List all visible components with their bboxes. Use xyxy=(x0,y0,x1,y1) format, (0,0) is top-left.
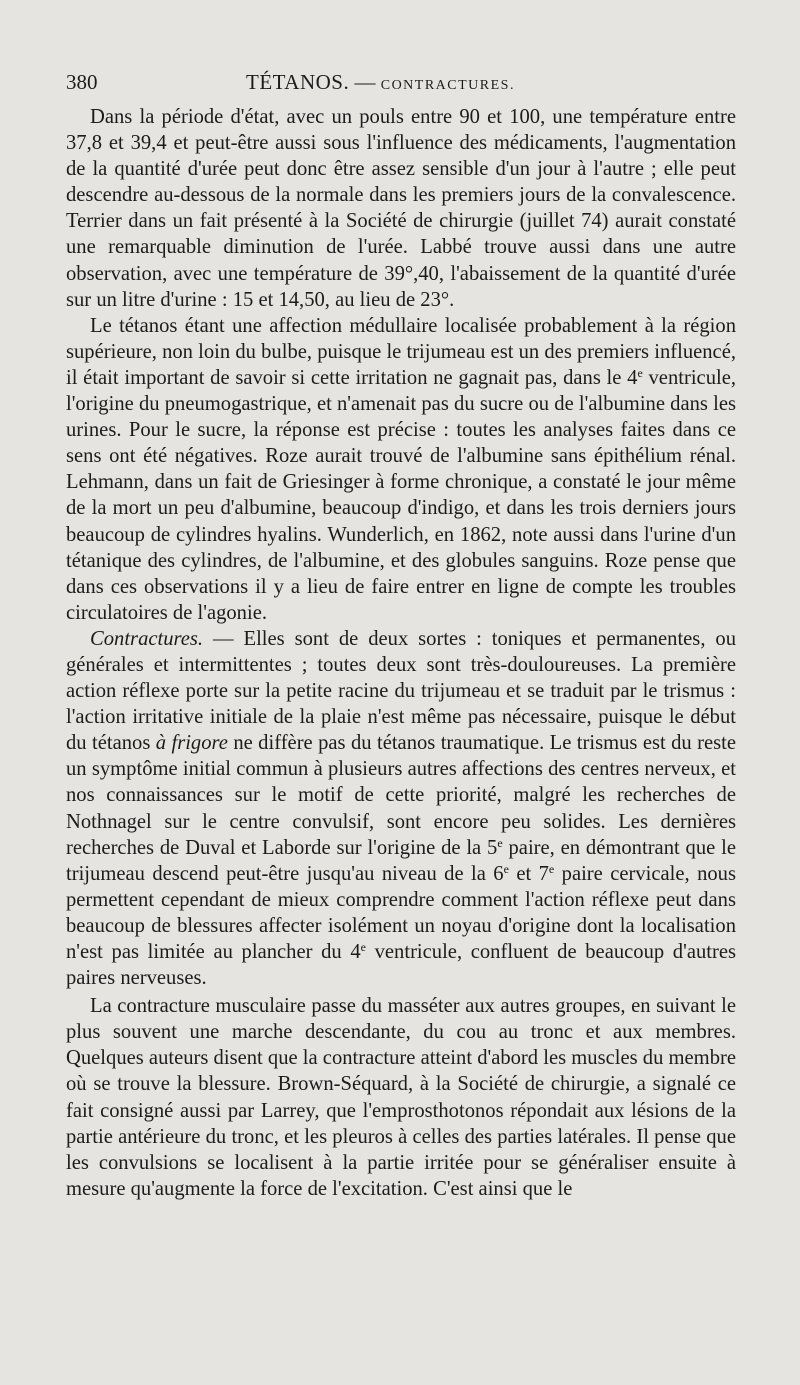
paragraph-contractures xyxy=(66,626,736,991)
header-separator: — xyxy=(349,70,381,94)
text-run: Le tétanos étant une affection médullaire localisée probablement à la région supérieure, non loin du bulbe, puisque le trijumeau est un des premiers influencé, il était important de savoir si cette irritation ne gagnait pas, dans le 4 xyxy=(66,314,736,389)
text-run: ventricule, l'origine du pneumogastrique, et n'amenait pas du sucre ou de l'albumine dans les urines. Pour le sucre, la réponse est précise : toutes les analyses faites dans ce sens ont été négatives. Roze aurait trouvé de l'albumine sans épithélium rénal. Lehmann, dans un fait de Griesinger à forme chronique, a constaté le jour même de la mort un peu d'albumine, beaucoup d'indigo, et dans les trois derniers jours beaucoup de cylindres hyalins. Wunderlich, en 1862, note aussi dans l'urine d'un tétanique des cylindres, de l'albumine, et des globules sanguins. Roze pense que dans ces observations il y a lieu de faire entrer en ligne de compte les troubles circulatoires de l'agonie. xyxy=(66,366,736,624)
italic-phrase: à frigore xyxy=(155,732,228,755)
text-run: ventricule, confluent de beaucoup d'autres paires nerveuses. xyxy=(66,941,736,990)
text-run: — Elles sont de deux sortes : toniques et permanentes, ou générales et intermittentes ; toutes deux sont très-douloureuses. La première action réflexe porte sur la petite racine du trijumeau et se traduit par le trismus : l'action irritative initiale de la plaie n'est même pas nécessaire, puisque le début du tétanos xyxy=(66,627,736,755)
section-heading: Contractures. xyxy=(90,627,204,650)
text-run: ne diffère pas du tétanos traumatique. Le trismus est du reste un symptôme initial commun à plusieurs autres affections des centres nerveux, et nos connaissances sur le motif de cette priorité, malgré les recherches de Nothnagel sur le centre convulsif, sont encore peu solides. Les dernières recherches de Duval et Laborde sur l'origine de la 5 xyxy=(66,732,736,859)
superscript: e xyxy=(637,365,643,380)
superscript: e xyxy=(497,835,503,850)
running-header xyxy=(246,70,515,95)
paragraph-uree: Dans la période d'état, avec un pouls entre 90 et 100, une température entre 37,8 et 39,4 et peut-être aussi sous l'influence des médicaments, l'augmentation de la quantité d'urée peut donc être assez sensible d'un jour à l'autre ; elle peut descendre au-dessous de la normale dans les premiers jours de la convalescence. Terrier dans un fait présenté à la Société de chirurgie (juillet 74) aurait constaté une remarquable diminution de l'urée. Labbé trouve aussi dans une autre observation, avec une température de 39°,40, l'abaissement de la quantité d'urée sur un litre d'urine : 15 et 14,50, au lieu de 23°. xyxy=(66,106,736,311)
text-run: paire cervicale, nous permettent cependant de mieux comprendre comment l'action réflexe peut dans beaucoup de blessures affecter isolément un noyau d'origine dont la localisation n'est pas limitée au plancher du 4 xyxy=(66,862,736,963)
paragraph-contracture-musculaire: La contracture musculaire passe du masséter aux autres groupes, en suivant le plus souvent une marche descendante, du cou au tronc et aux membres. Quelques auteurs disent que la contracture atteint d'abord les muscles du membre où se trouve la blessure. Brown-Séquard, à la Société de chirurgie, a signalé ce fait consigné aussi par Larrey, que l'emprosthotonos répondait aux lésions de la partie antérieure du tronc, et les pleuros à celles des parties latérales. Il pense que les convulsions se localisent à la partie irritée pour se généraliser ensuite à mesure qu'augmente la force de l'excitation. C'est ainsi que le xyxy=(66,995,736,1200)
text-run: paire, en démontrant que le trijumeau descend peut-être jusqu'au niveau de la 6 xyxy=(66,836,736,885)
running-subtitle: CONTRACTURES. xyxy=(380,78,515,93)
page-header xyxy=(66,70,736,104)
page-number: 380 xyxy=(66,70,98,94)
superscript: e xyxy=(503,861,509,876)
superscript: e xyxy=(548,861,555,876)
superscript: e xyxy=(360,940,366,954)
text-run: et 7 xyxy=(508,862,549,885)
page-body xyxy=(66,104,736,1202)
running-title: TÉTANOS. xyxy=(246,70,350,94)
paragraph-albumine xyxy=(66,313,736,626)
